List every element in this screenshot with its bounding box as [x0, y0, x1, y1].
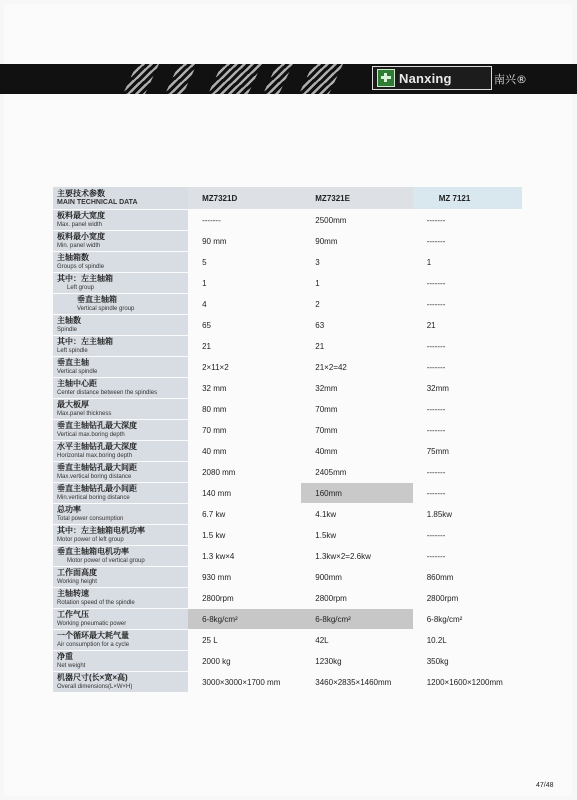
row-label-en: Vertical max.boring depth [57, 432, 125, 438]
header-label-cell [53, 187, 188, 209]
row-value-c: 860mm [413, 567, 522, 587]
row-value-a: 1.5 kw [188, 525, 301, 545]
row-label-en: Max. panel width [57, 222, 103, 228]
table-row [53, 441, 522, 461]
row-value-b: 21×2=42 [301, 357, 412, 377]
row-value-c: 10.2L [413, 630, 522, 650]
row-value-a: ------- [188, 210, 301, 230]
row-value-c: ------- [413, 483, 522, 503]
row-label-cn: 垂直主轴钻孔最小间距 [57, 484, 137, 493]
decorative-stripe [165, 64, 197, 94]
row-value-c: 32mm [413, 378, 522, 398]
row-label-cn: 一个循环最大耗气量 [57, 631, 129, 640]
header-model-b: MZ7321E [301, 187, 412, 209]
row-label-cn: 板料最小宽度 [57, 232, 105, 241]
row-label-cn: 其中：左主轴箱 [57, 337, 113, 346]
row-value-b: 63 [301, 315, 412, 335]
row-value-b: 1.5kw [301, 525, 412, 545]
row-label-cell [53, 588, 188, 608]
row-label-en: Max.vertical boring distance [57, 474, 132, 480]
row-label-en: Working pneumatic power [57, 621, 127, 627]
row-label-cn: 工作气压 [57, 610, 89, 619]
table-row [53, 315, 522, 335]
table-row [53, 357, 522, 377]
row-label-cell [53, 252, 188, 272]
row-value-a: 1 [188, 273, 301, 293]
header-model-c: MZ 7121 [413, 187, 522, 209]
page-number: 47/48 [536, 782, 554, 789]
row-value-b: 3 [301, 252, 412, 272]
row-label-cn: 工作面高度 [57, 568, 97, 577]
row-label-cell [53, 336, 188, 356]
row-value-c: 350kg [413, 651, 522, 671]
row-label-cell [53, 357, 188, 377]
row-label-cn: 垂直主轴 [57, 358, 89, 367]
row-value-a: 65 [188, 315, 301, 335]
row-value-c: ------- [413, 399, 522, 419]
row-label-cell [53, 609, 188, 629]
row-label-cn: 水平主轴钻孔最大深度 [57, 442, 137, 451]
logo-mark-icon [377, 69, 395, 87]
table-row [53, 210, 522, 230]
row-value-c: ------- [413, 420, 522, 440]
table-header-row [53, 187, 522, 209]
row-value-c: ------- [413, 336, 522, 356]
header-label-cn: 主要技术参数 [57, 189, 105, 198]
row-value-c: 1200×1600×1200mm [413, 672, 522, 692]
row-label-en: Groups of spindle [57, 264, 105, 270]
row-label-en: Vertical spindle group [77, 306, 135, 312]
header-model-a: MZ7321D [188, 187, 301, 209]
technical-data-table [53, 186, 522, 693]
row-label-en: Min.vertical boring distance [57, 495, 130, 501]
row-value-b: 1.3kw×2=2.6kw [301, 546, 412, 566]
row-label-cn: 垂直主轴箱 [77, 295, 117, 304]
table-row [53, 609, 522, 629]
decorative-stripe [263, 64, 293, 94]
row-value-b: 3460×2835×1460mm [301, 672, 412, 692]
row-label-cn: 主轴转速 [57, 589, 89, 598]
row-label-cell [53, 210, 188, 230]
row-label-en: Net weight [57, 663, 86, 669]
decorative-stripe [123, 64, 159, 94]
row-label-en: Center distance between the spindles [57, 390, 158, 396]
row-value-a: 140 mm [188, 483, 301, 503]
row-label-cn: 其中：左主轴箱电机功率 [57, 526, 145, 535]
table-row [53, 462, 522, 482]
row-value-a: 2000 kg [188, 651, 301, 671]
row-value-b: 900mm [301, 567, 412, 587]
row-label-cn: 主轴中心距 [57, 379, 97, 388]
row-value-a: 90 mm [188, 231, 301, 251]
row-label-cn: 主轴箱数 [57, 253, 89, 262]
row-label-cell [53, 462, 188, 482]
row-value-a: 4 [188, 294, 301, 314]
row-value-c: ------- [413, 546, 522, 566]
row-value-b: 160mm [301, 483, 412, 503]
row-value-a: 3000×3000×1700 mm [188, 672, 301, 692]
row-label-cn: 板料最大宽度 [57, 211, 105, 220]
row-label-cn: 最大板厚 [57, 400, 89, 409]
row-value-a: 5 [188, 252, 301, 272]
row-label-cell [53, 483, 188, 503]
row-value-a: 25 L [188, 630, 301, 650]
table-row [53, 546, 522, 566]
row-value-b: 1 [301, 273, 412, 293]
logo-chinese-text: 南兴® [494, 73, 527, 86]
row-label-cell [53, 525, 188, 545]
table-row [53, 252, 522, 272]
row-value-a: 2800rpm [188, 588, 301, 608]
decorative-stripe [208, 64, 262, 94]
row-label-en: Spindle [57, 327, 78, 333]
row-value-a: 6-8kg/cm² [188, 609, 301, 629]
table-row [53, 651, 522, 671]
row-label-en: Max.panel thickness [57, 411, 112, 417]
row-label-cn: 机器尺寸(长×宽×高) [57, 673, 128, 682]
row-label-cell [53, 504, 188, 524]
row-label-en: Left group [67, 285, 95, 291]
brand-logo [372, 66, 492, 90]
row-label-cell [53, 399, 188, 419]
row-value-a: 1.3 kw×4 [188, 546, 301, 566]
row-value-b: 42L [301, 630, 412, 650]
row-label-cn: 其中：左主轴箱 [57, 274, 113, 283]
row-label-cell [53, 231, 188, 251]
row-value-c: ------- [413, 294, 522, 314]
row-value-a: 2080 mm [188, 462, 301, 482]
row-value-a: 70 mm [188, 420, 301, 440]
table-row [53, 294, 522, 314]
row-value-a: 21 [188, 336, 301, 356]
row-value-c: ------- [413, 357, 522, 377]
table-row [53, 504, 522, 524]
row-label-cell [53, 378, 188, 398]
row-value-b: 32mm [301, 378, 412, 398]
row-label-en: Min. panel width [57, 243, 101, 249]
row-label-cell [53, 630, 188, 650]
row-value-b: 2 [301, 294, 412, 314]
row-value-b: 6-8kg/cm² [301, 609, 412, 629]
row-value-c: ------- [413, 525, 522, 545]
row-label-cn: 垂直主轴钻孔最大间距 [57, 463, 137, 472]
row-label-cell [53, 672, 188, 692]
table-row [53, 336, 522, 356]
row-value-b: 40mm [301, 441, 412, 461]
table-row [53, 588, 522, 608]
row-label-cn: 总功率 [57, 505, 81, 514]
row-label-en: Working height [57, 579, 97, 585]
row-value-b: 70mm [301, 420, 412, 440]
row-value-c: 1.85kw [413, 504, 522, 524]
row-label-en: Rotation speed of the spindle [57, 600, 135, 606]
row-value-c: 21 [413, 315, 522, 335]
row-value-c: 6-8kg/cm² [413, 609, 522, 629]
row-label-en: Total power consumption [57, 516, 124, 522]
row-value-b: 1230kg [301, 651, 412, 671]
row-value-a: 40 mm [188, 441, 301, 461]
row-value-a: 80 mm [188, 399, 301, 419]
row-label-en: Motor power of vertical group [67, 558, 145, 564]
row-value-a: 2×11×2 [188, 357, 301, 377]
logo-text: Nanxing [399, 70, 452, 86]
row-value-a: 32 mm [188, 378, 301, 398]
table-row [53, 630, 522, 650]
table-row [53, 420, 522, 440]
row-value-c: ------- [413, 462, 522, 482]
row-value-c: 75mm [413, 441, 522, 461]
row-label-cell [53, 315, 188, 335]
row-label-en: Horizontal max.boring depth [57, 453, 133, 459]
row-label-en: Motor power of left group [57, 537, 124, 543]
row-label-en: Vertical spindle [57, 369, 98, 375]
row-value-a: 930 mm [188, 567, 301, 587]
row-value-a: 6.7 kw [188, 504, 301, 524]
row-label-cell [53, 273, 188, 293]
row-value-c: ------- [413, 273, 522, 293]
row-value-b: 4.1kw [301, 504, 412, 524]
row-label-cell [53, 420, 188, 440]
row-value-b: 2405mm [301, 462, 412, 482]
row-label-en: Air consumption for a cycle [57, 642, 130, 648]
table-row [53, 483, 522, 503]
row-value-c: ------- [413, 210, 522, 230]
row-label-cell [53, 294, 188, 314]
row-label-en: Left spindle [57, 348, 88, 354]
table-row [53, 399, 522, 419]
row-label-cell [53, 546, 188, 566]
header-label-en: MAIN TECHNICAL DATA [57, 199, 138, 206]
row-value-b: 90mm [301, 231, 412, 251]
table-row [53, 378, 522, 398]
table-row [53, 273, 522, 293]
row-value-c: ------- [413, 231, 522, 251]
table-row [53, 525, 522, 545]
row-label-cn: 垂直主轴钻孔最大深度 [57, 421, 137, 430]
table-row [53, 672, 522, 692]
row-value-b: 21 [301, 336, 412, 356]
row-label-cell [53, 567, 188, 587]
row-value-c: 1 [413, 252, 522, 272]
decorative-stripe [299, 64, 343, 94]
row-value-c: 2800rpm [413, 588, 522, 608]
table-row [53, 231, 522, 251]
row-value-b: 70mm [301, 399, 412, 419]
row-value-b: 2800rpm [301, 588, 412, 608]
row-value-b: 2500mm [301, 210, 412, 230]
row-label-cell [53, 651, 188, 671]
row-label-cn: 主轴数 [57, 316, 81, 325]
row-label-cell [53, 441, 188, 461]
row-label-en: Overall dimensions(L×W×H) [57, 684, 133, 690]
row-label-cn: 垂直主轴箱电机功率 [57, 547, 129, 556]
row-label-cn: 净重 [57, 652, 73, 661]
table-row [53, 567, 522, 587]
